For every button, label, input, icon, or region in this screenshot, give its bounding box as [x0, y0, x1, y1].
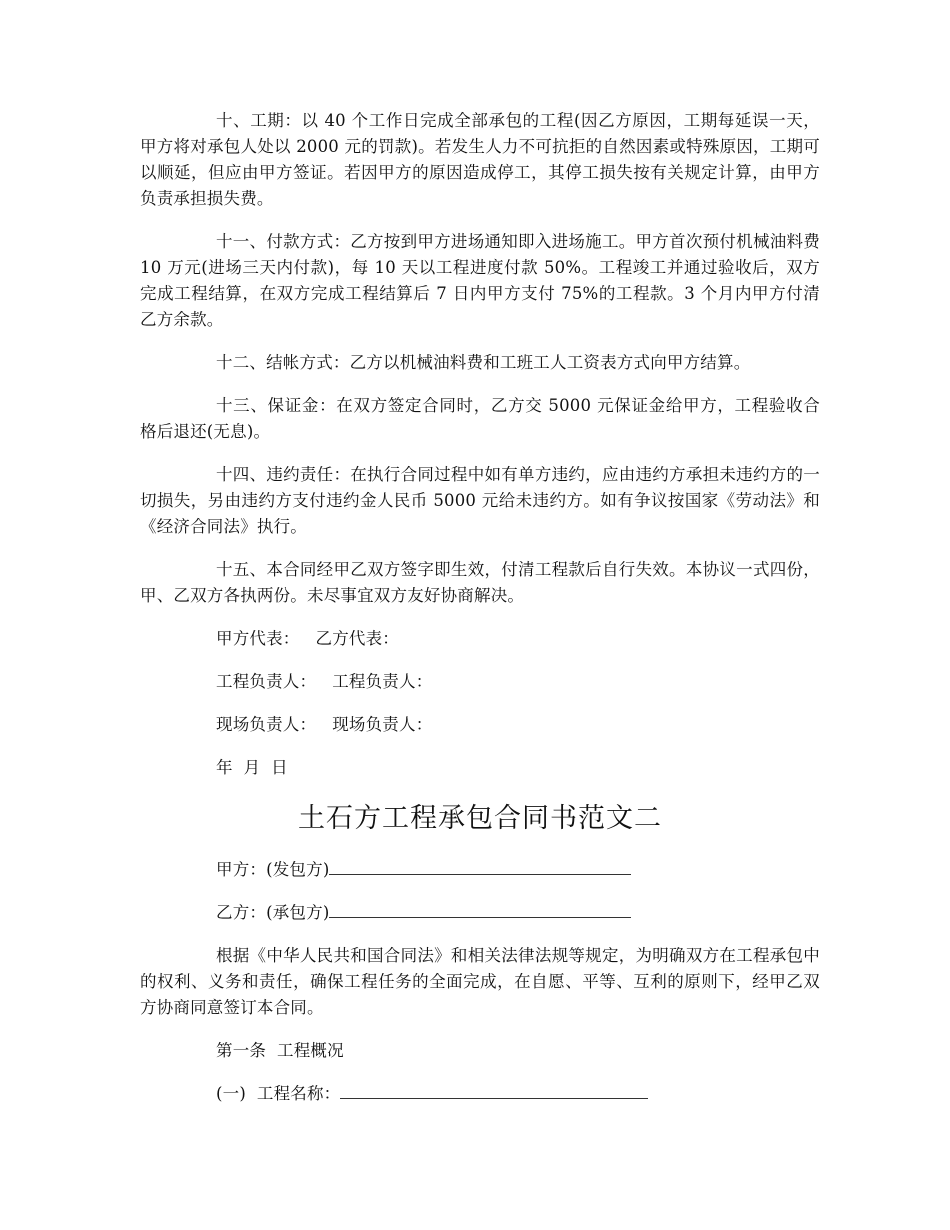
project-name-blank: [340, 1082, 648, 1099]
intro-paragraph: 根据《中华人民共和国合同法》和相关法律法规等规定，为明确双方在工程承包中的权利、义务和责任，确保工程任务的全面完成，在自愿、平等、互利的原则下，经甲乙双方协商同意签订本合同。: [140, 946, 820, 1017]
party-b-blank: [329, 901, 631, 918]
party-a-line: [140, 857, 820, 883]
clause-14: 十四、违约责任：在执行合同过程中如有单方违约，应由违约方承担未违约方的一切损失，另由违约方支付违约金人民币 5000 元给未违约方。如有争议按国家《劳动法》和《经济合同法》执行。: [140, 465, 820, 536]
clause-15: 十五、本合同经甲乙双方签字即生效，付清工程款后自行失效。本协议一式四份，甲、乙双方各执两份。未尽事宜双方友好协商解决。: [140, 560, 820, 605]
document-page: [140, 108, 820, 1107]
party-b-label: 乙方：(承包方): [216, 903, 330, 922]
project-name-line: [140, 1081, 820, 1107]
party-a-blank: [329, 858, 631, 875]
signature-reps: [140, 626, 820, 652]
party-b-rep-label: 乙方代表：: [315, 629, 399, 648]
project-lead-b-label: 工程负责人：: [332, 672, 433, 691]
clause-12: 十二、结帐方式：乙方以机械油料费和工班工人工资表方式向甲方结算。: [216, 353, 751, 372]
party-a-label: 甲方：(发包方): [216, 860, 330, 879]
clause-11: 十一、付款方式：乙方按到甲方进场通知即入进场施工。甲方首次预付机械油料费 10 万元(进场三天内付款)，每 10 天以工程进度付款 50%。工程竣工并通过验收后，双方完成工程结算，在双方完成工程结算后 7 日内甲方支付 75%的工程款。3 个月内甲方付清乙方余款。: [140, 232, 820, 329]
project-name-label: (一) 工程名称：: [216, 1084, 341, 1103]
site-lead-b-label: 现场负责人：: [332, 715, 433, 734]
article-1-heading: 第一条 工程概况: [216, 1041, 344, 1060]
clause-10: 十、工期：以 40 个工作日完成全部承包的工程(因乙方原因，工期每延误一天，甲方将对承包人处以 2000 元的罚款)。若发生人力不可抗拒的自然因素或特殊原因，工期可以顺延，但应由甲方签证。若因甲方的原因造成停工，其停工损失按有关规定计算，由甲方负责承担损失费。: [140, 111, 820, 208]
site-lead-a-label: 现场负责人：: [216, 715, 317, 734]
section-title: 土石方工程承包合同书范文二: [298, 803, 662, 834]
signature-project-leads: [140, 669, 820, 695]
party-a-rep-label: 甲方代表：: [216, 629, 300, 648]
clause-13: 十三、保证金：在双方签定合同时，乙方交 5000 元保证金给甲方，工程验收合格后退还(无息)。: [140, 396, 820, 441]
party-b-line: [140, 900, 820, 926]
signature-date: 年 月 日: [216, 758, 288, 777]
signature-site-leads: [140, 712, 820, 738]
project-lead-a-label: 工程负责人：: [216, 672, 317, 691]
